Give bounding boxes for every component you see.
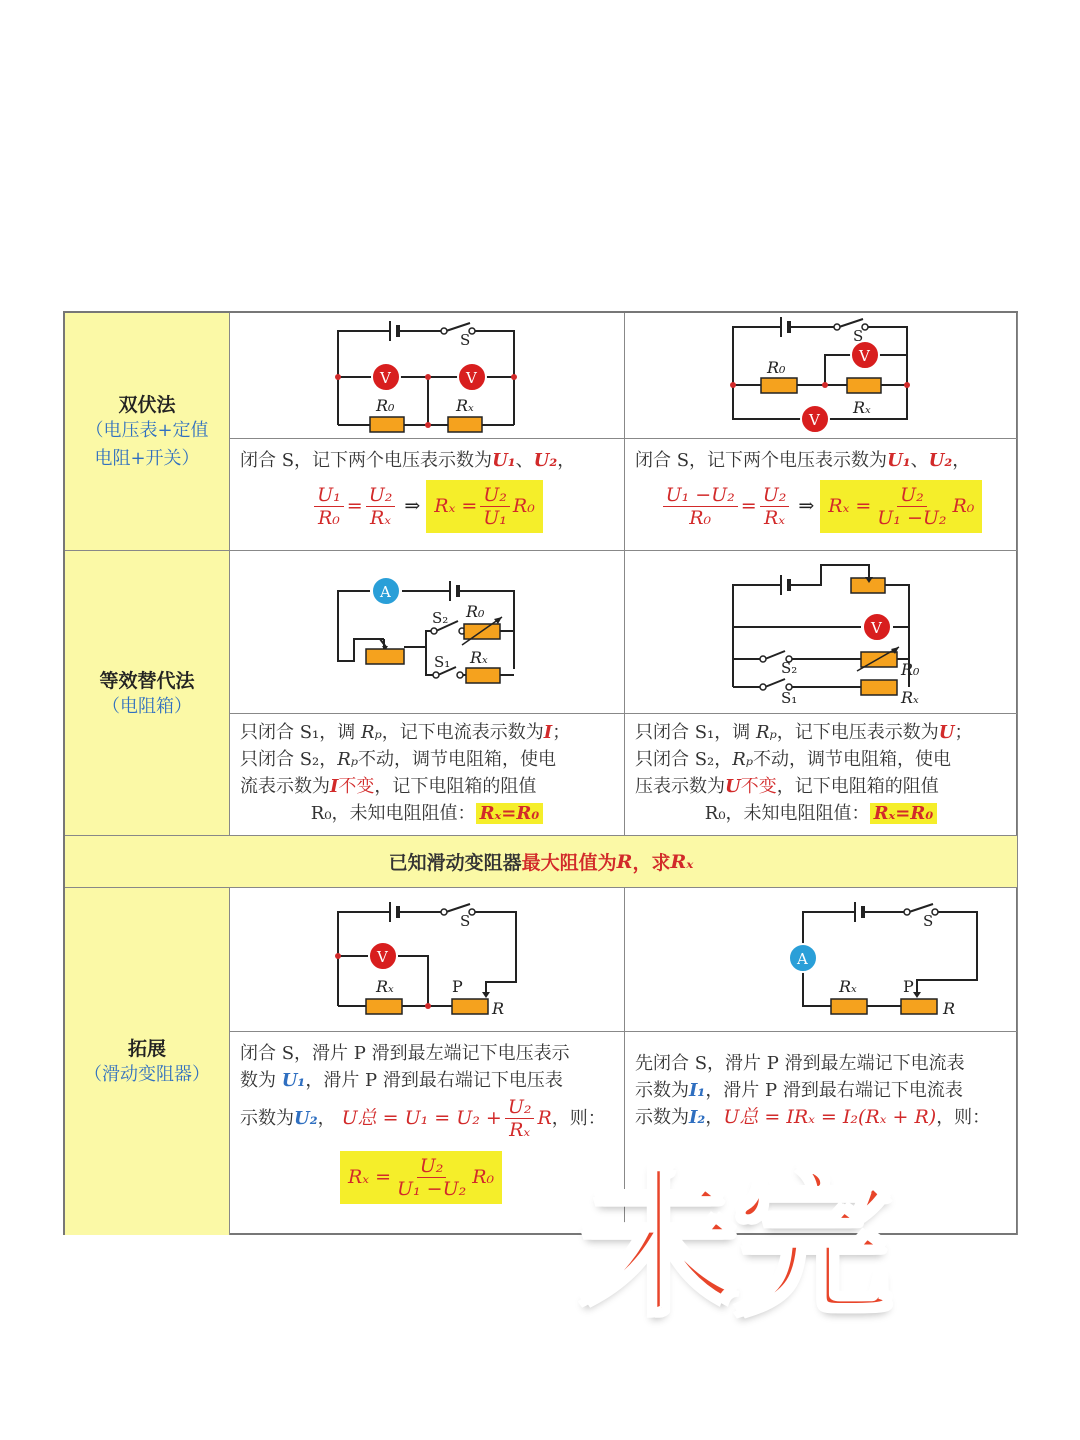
reading-i1: I₁ [689, 1080, 706, 1101]
fraction-denominator: U₁ [483, 507, 507, 529]
banner-var: Rₓ [670, 850, 694, 873]
procedure-text: 只闭合 S₂， [240, 749, 338, 770]
svg-text:S: S [923, 912, 934, 930]
method-cell-substitution [65, 551, 230, 836]
var-rp: Rₚ [756, 722, 777, 743]
unfinished-stamp: 未完 [580, 1153, 888, 1337]
separator: 、 [515, 450, 534, 471]
procedure-text: ，记下电阻箱的阻值 [776, 776, 939, 797]
banner-highlight: ，求 [632, 852, 671, 874]
procedure-text: ，记下电压表示数为 [776, 722, 939, 743]
procedure-text: 闭合 S，记下两个电压表示数为 [635, 450, 888, 471]
banner-text: 已知滑动变阻器 [388, 852, 522, 874]
procedure-cell: 只闭合 S₁，调 Rₚ，记下电压表示数为U； 只闭合 S₂，Rₚ不动，调节电阻箱，使电 压表示数为U不变，记下电阻箱的阻值 R₀，未知电阻阻值： Rₓ=R₀ [625, 714, 1018, 836]
punctuation: ， [705, 1107, 724, 1128]
procedure-cell [625, 439, 1018, 551]
circuit-cell [625, 551, 1018, 714]
fraction-denominator: Rₓ [763, 507, 786, 529]
svg-text:S: S [853, 327, 864, 345]
svg-text:R: R [943, 999, 956, 1018]
circuit-cell [230, 888, 625, 1032]
circuit-cell [230, 551, 625, 714]
procedure-text: 不动，调节电阻箱，使电 [753, 749, 952, 770]
svg-text:V: V [871, 619, 882, 637]
fraction-denominator: U₁ −U₂ [877, 507, 947, 529]
implies-arrow: ⇒ [798, 495, 815, 517]
svg-text:S₂: S₂ [432, 609, 449, 627]
result-factor: R₀ [512, 495, 535, 517]
reading-i: I [543, 722, 553, 743]
svg-text:A: A [380, 583, 391, 601]
fraction-denominator: R₀ [317, 507, 340, 529]
fraction-numerator: U₁ [314, 484, 344, 507]
procedure-text: R₀，未知电阻阻值： [704, 803, 870, 824]
reading-u: U [725, 776, 741, 797]
circuit-diagram-voltmeter-resistance-box [625, 551, 1016, 712]
section-banner [65, 836, 1018, 888]
procedure-text: 示数为 [240, 1108, 294, 1129]
circuit-diagram-voltmeter-sum [625, 313, 1016, 437]
procedure-text: R₀，未知电阻阻值： [310, 803, 476, 824]
method-subtitle: （电阻箱） [102, 695, 192, 717]
unchanged-text: 不变 [740, 776, 777, 797]
procedure-cell [230, 1032, 625, 1235]
svg-text:Rₓ: Rₓ [376, 977, 394, 996]
svg-text:Rₓ: Rₓ [853, 398, 871, 417]
method-cell-rheostat [65, 888, 230, 1235]
svg-text:S: S [460, 912, 471, 930]
fraction-denominator: U₁ −U₂ [397, 1178, 467, 1200]
svg-text:Rₓ: Rₓ [839, 977, 857, 996]
formula-row [240, 480, 614, 533]
procedure-text: 示数为 [635, 1107, 689, 1128]
banner-highlight: 最大阻值为 [521, 852, 617, 874]
svg-text:Rₓ: Rₓ [456, 396, 474, 415]
procedure-cell: 只闭合 S₁，调 Rₚ，记下电流表示数为I； 只闭合 S₂，Rₚ不动，调节电阻箱，使电 流表示数为I不变，记下电阻箱的阻值 R₀，未知电阻阻值： Rₓ=R₀ [230, 714, 625, 836]
result-factor: R₀ [952, 495, 975, 517]
result-highlight: Rₓ=R₀ [870, 803, 938, 824]
equals-sign: = [346, 495, 363, 517]
fraction-numerator: U₂ [897, 484, 927, 507]
result-highlight [820, 480, 982, 533]
procedure-text: 只闭合 S₁，调 [635, 722, 751, 743]
procedure-text: ，滑片 P 滑到最右端记下电流表 [705, 1080, 963, 1101]
fraction-denominator: Rₓ [509, 1119, 531, 1141]
result-lhs: Rₓ = [348, 1166, 392, 1188]
procedure-text: 流表示数为 [240, 776, 330, 797]
result-factor: R₀ [472, 1166, 495, 1188]
unchanged-text: 不变 [338, 776, 375, 797]
circuit-cell [230, 313, 625, 439]
fraction-numerator: U₁ −U₂ [663, 484, 738, 507]
method-cell-double-voltmeter [65, 313, 230, 551]
svg-text:S₁: S₁ [781, 689, 798, 707]
equation: U总 = U₁ = U₂ + [341, 1107, 502, 1129]
svg-text:V: V [859, 347, 870, 365]
fraction-denominator: R₀ [689, 507, 712, 529]
punctuation: ， [317, 1108, 336, 1129]
procedure-cell [230, 439, 625, 551]
svg-text:Rₓ: Rₓ [470, 648, 488, 667]
procedure-text: 闭合 S，滑片 P 滑到最左端记下电压表示 [240, 1043, 570, 1064]
var-rp: Rₚ [337, 749, 359, 770]
result-highlight: Rₓ=R₀ [476, 803, 544, 824]
reading-u2: U₂ [928, 450, 953, 471]
banner-var: R [616, 850, 633, 873]
punctuation: ， [557, 450, 576, 471]
circuit-diagram-voltmeter-rheostat [230, 888, 623, 1030]
svg-text:V: V [466, 369, 477, 387]
reading-u1: U₁ [492, 450, 516, 471]
procedure-text: 只闭合 S₂， [635, 749, 733, 770]
procedure-text: 只闭合 S₁，调 [240, 722, 356, 743]
methods-table [63, 311, 1018, 1235]
procedure-text: 不动，调节电阻箱，使电 [358, 749, 557, 770]
circuit-diagram-ammeter-resistance-box [230, 551, 623, 712]
method-subtitle: （电压表+定值 [85, 420, 209, 441]
var-rp: Rₚ [732, 749, 754, 770]
equals-sign: = [740, 495, 757, 517]
method-title: 等效替代法 [99, 669, 195, 692]
svg-text:V: V [380, 369, 391, 387]
svg-text:Rₓ: Rₓ [901, 688, 919, 707]
svg-text:V: V [809, 411, 820, 429]
separator: 、 [910, 450, 929, 471]
equation: R [537, 1107, 552, 1129]
procedure-text: 示数为 [635, 1080, 689, 1101]
result-highlight [340, 1151, 502, 1204]
procedure-text: ，记下电流表示数为 [381, 722, 544, 743]
circuit-diagram-ammeter-rheostat [625, 888, 1016, 1030]
method-title: 双伏法 [118, 394, 176, 416]
punctuation: ， [952, 450, 971, 471]
var-rp: Rₚ [361, 722, 382, 743]
fraction-numerator: U₂ [760, 484, 790, 507]
reading-u2: U₂ [533, 450, 558, 471]
fraction-numerator: U₂ [366, 484, 396, 507]
reading-u1: U₁ [887, 450, 911, 471]
procedure-text: 先闭合 S，滑片 P 滑到最左端记下电流表 [635, 1053, 965, 1074]
svg-text:R₀: R₀ [901, 660, 920, 679]
procedure-text: ，滑片 P 滑到最右端记下电压表 [305, 1070, 563, 1091]
circuit-cell [625, 313, 1018, 439]
procedure-text: 数为 [240, 1070, 276, 1091]
svg-text:S₂: S₂ [781, 659, 798, 677]
result-highlight [426, 480, 543, 533]
svg-text:P: P [903, 977, 914, 996]
implies-arrow: ⇒ [404, 495, 421, 517]
reading-i2: I₂ [689, 1107, 706, 1128]
procedure-text: 闭合 S，记下两个电压表示数为 [240, 450, 493, 471]
svg-text:R₀: R₀ [376, 396, 395, 415]
method-subtitle: （滑动变阻器） [84, 1064, 210, 1085]
fraction-numerator: U₂ [480, 484, 510, 507]
svg-text:R₀: R₀ [466, 602, 485, 621]
formula-row [240, 1096, 614, 1141]
result-lhs: Rₓ = [828, 495, 872, 517]
svg-text:A: A [797, 950, 808, 968]
svg-text:V: V [377, 948, 388, 966]
reading-u1: U₁ [281, 1070, 306, 1091]
fraction-denominator: Rₓ [369, 507, 392, 529]
procedure-text: ，则： [936, 1107, 991, 1128]
formula-row [635, 480, 1007, 533]
svg-text:S₁: S₁ [434, 653, 451, 671]
svg-text:R₀: R₀ [767, 358, 786, 377]
svg-text:R: R [492, 999, 505, 1018]
fraction-numerator: U₂ [505, 1096, 535, 1119]
method-title: 拓展 [127, 1038, 166, 1060]
formula-row [340, 1151, 614, 1204]
procedure-text: 压表示数为 [635, 776, 725, 797]
result-lhs: Rₓ = [434, 495, 478, 517]
equation: U总 = IRₓ = I₂(Rₓ + R) [723, 1106, 937, 1128]
procedure-text: ，则： [551, 1108, 606, 1129]
reading-u: U [938, 722, 955, 743]
svg-text:S: S [460, 331, 471, 349]
circuit-diagram-series-voltmeters [230, 313, 623, 437]
fraction-numerator: U₂ [417, 1155, 447, 1178]
reading-u2: U₂ [294, 1108, 318, 1129]
reading-i: I [330, 776, 339, 797]
svg-text:P: P [452, 977, 463, 996]
procedure-text: ，记下电阻箱的阻值 [374, 776, 537, 797]
method-subtitle: 电阻+开关） [94, 448, 200, 469]
circuit-cell [625, 888, 1018, 1032]
